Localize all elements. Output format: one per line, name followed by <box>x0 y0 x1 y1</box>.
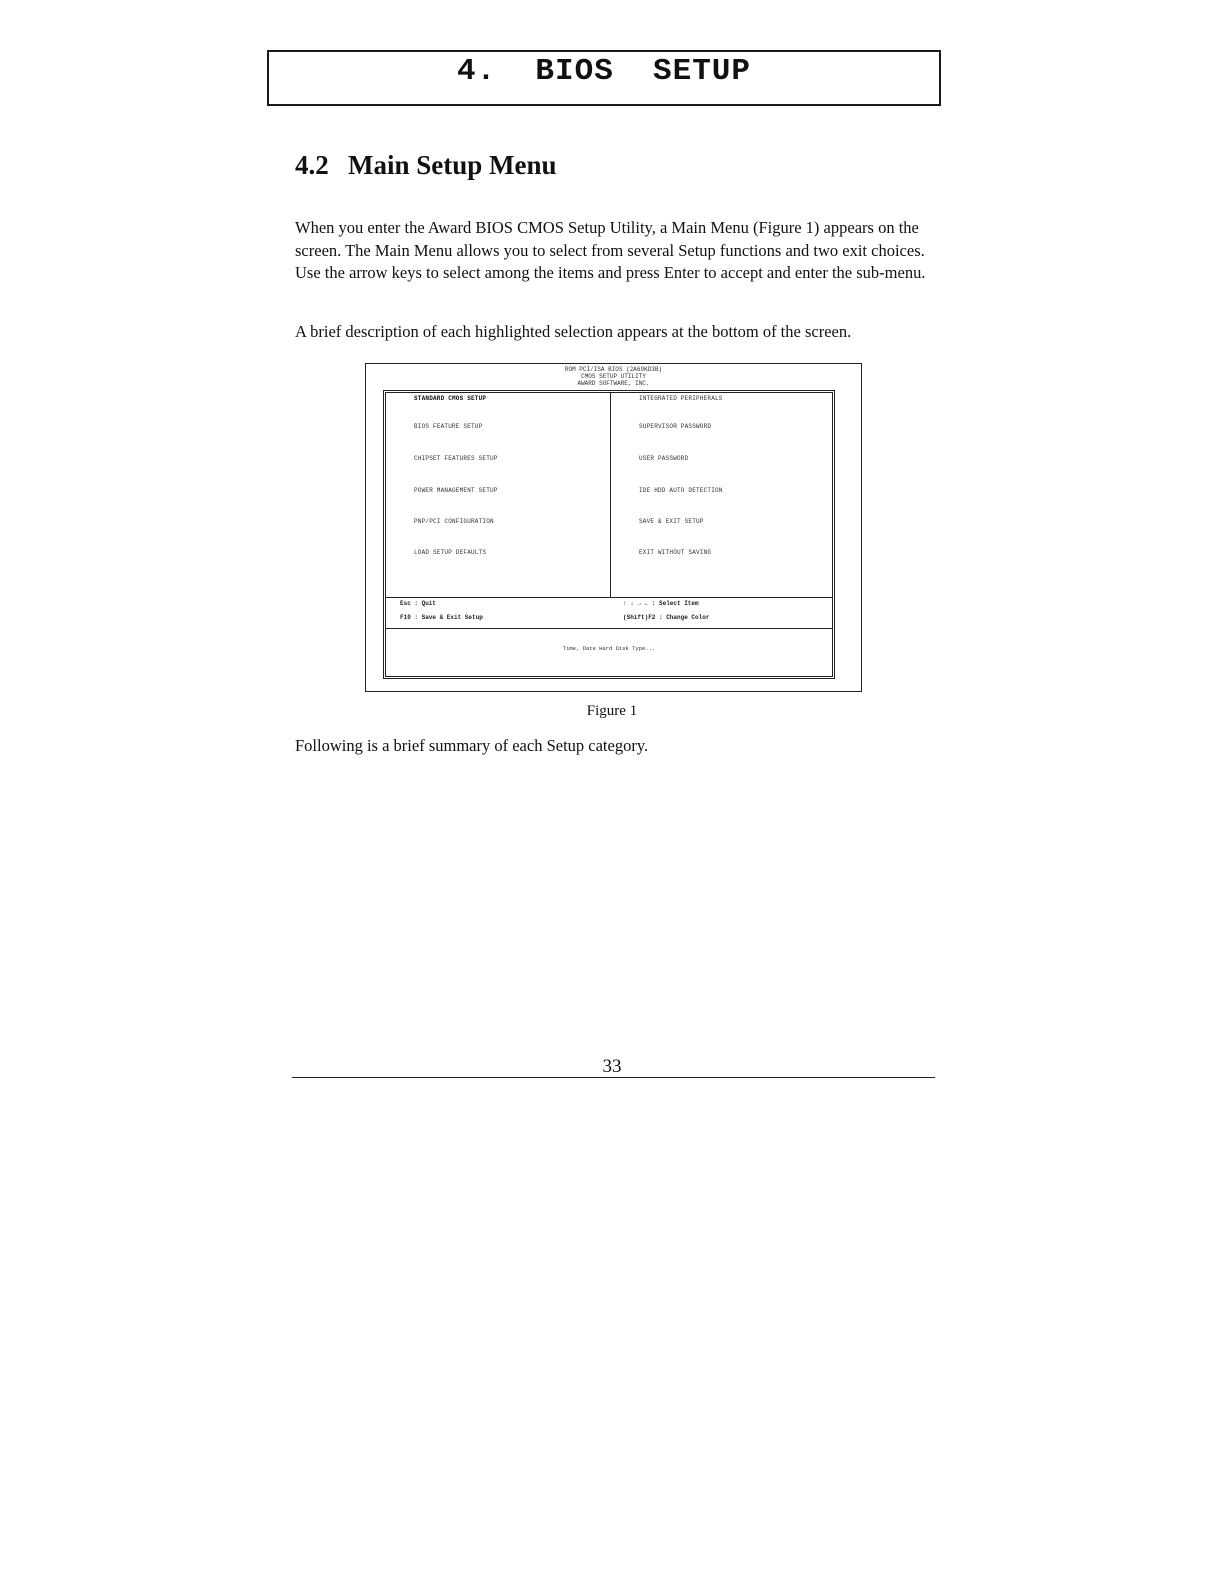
bios-header-line: CMOS SETUP UTILITY <box>581 373 646 380</box>
bios-header <box>366 366 861 387</box>
bios-screen-frame <box>383 390 835 679</box>
menu-item-save-exit-setup: SAVE & EXIT SETUP <box>639 518 704 525</box>
menu-item-pnp-pci-configuration: PNP/PCI CONFIGURATION <box>414 518 494 525</box>
menu-item-user-password: USER PASSWORD <box>639 455 689 462</box>
menu-item-chipset-features-setup: CHIPSET FEATURES SETUP <box>414 455 498 462</box>
chapter-header-box <box>267 50 941 106</box>
menu-item-bios-feature-setup: BIOS FEATURE SETUP <box>414 423 483 430</box>
summary-paragraph: Following is a brief summary of each Setup category. <box>295 736 649 755</box>
section-number: 4.2 <box>295 150 329 180</box>
bios-menu-figure <box>365 363 862 692</box>
key-shift-f2-color: (Shift)F2 : Change Color <box>623 614 710 621</box>
key-esc-quit: Esc : Quit <box>400 600 437 607</box>
figure-caption: Figure 1 <box>586 703 638 719</box>
section-heading <box>295 150 557 181</box>
bios-menu-right-column <box>611 393 832 597</box>
section-title: Main Setup Menu <box>348 150 557 180</box>
description-paragraph: A brief description of each highlighted selection appears at the bottom of the screen. <box>295 322 852 341</box>
menu-item-power-management-setup: POWER MANAGEMENT SETUP <box>414 487 498 494</box>
menu-item-standard-cmos-setup: STANDARD CMOS SETUP <box>414 395 487 402</box>
menu-item-exit-without-saving: EXIT WITHOUT SAVING <box>639 549 712 556</box>
bios-item-description: Time, Date Hard Disk Type... <box>562 645 656 652</box>
bios-menu <box>386 393 832 598</box>
menu-item-supervisor-password: SUPERVISOR PASSWORD <box>639 423 712 430</box>
bios-header-line: ROM PCI/ISA BIOS (2A69KD3B) <box>564 366 663 373</box>
menu-item-integrated-peripherals: INTEGRATED PERIPHERALS <box>639 395 723 402</box>
key-f10-save-exit: F10 : Save & Exit Setup <box>400 614 483 621</box>
page-number: 33 <box>602 1056 622 1077</box>
intro-paragraph: When you enter the Award BIOS CMOS Setup Utility, a Main Menu (Figure 1) appears on the screen. The Main Menu allows you to select from several Setup functions and two exit choices. Use the arrow keys to select among the items and press Enter to accept and enter the sub-menu. <box>295 218 926 282</box>
menu-item-ide-hdd-auto-detection: IDE HDD AUTO DETECTION <box>639 487 723 494</box>
bios-header-line: AWARD SOFTWARE, INC. <box>577 380 650 387</box>
chapter-title: 4. BIOS SETUP <box>456 54 752 89</box>
bios-key-legend <box>386 598 832 629</box>
footer-rule <box>292 1077 935 1078</box>
bios-menu-left-column <box>386 393 611 597</box>
menu-item-load-setup-defaults: LOAD SETUP DEFAULTS <box>414 549 487 556</box>
key-arrows-select: ↑ ↓ → ← : Select Item <box>623 600 699 607</box>
